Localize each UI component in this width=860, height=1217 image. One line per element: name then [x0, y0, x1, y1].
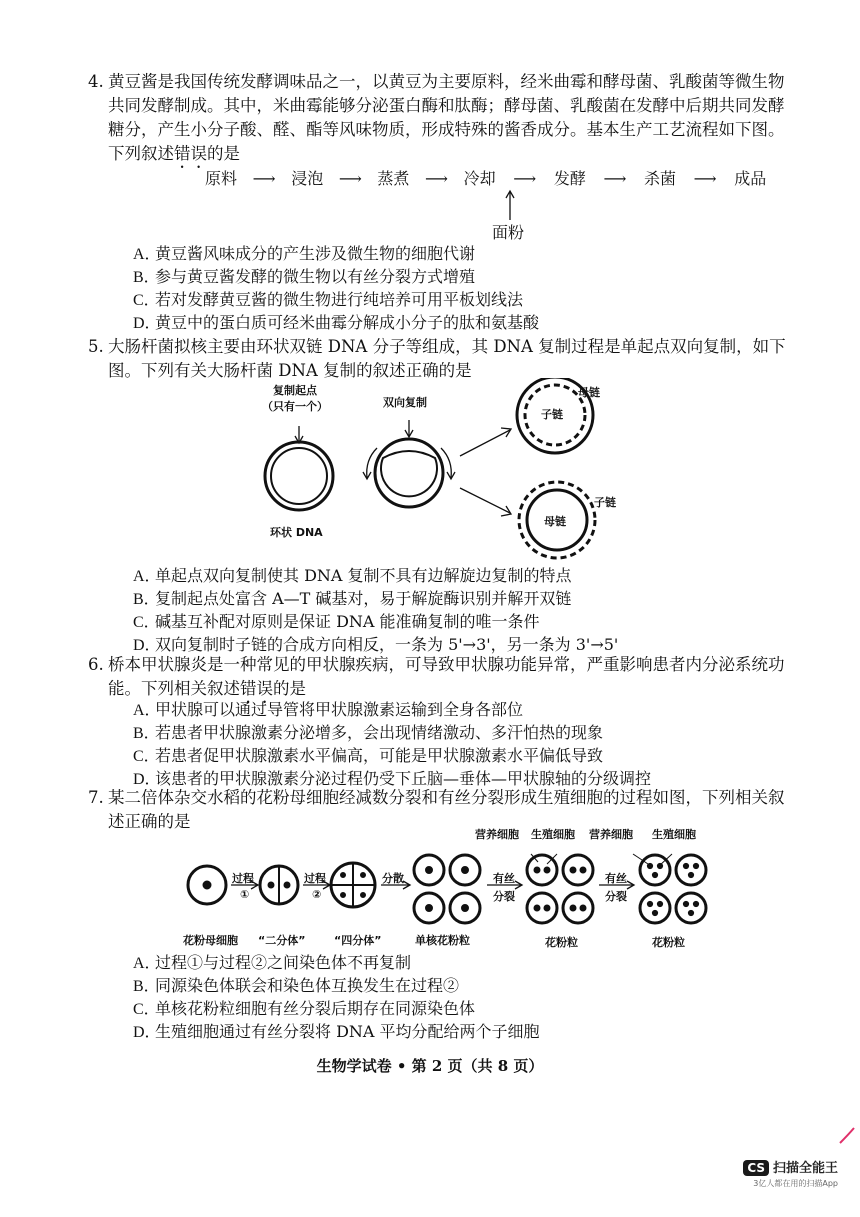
option-c: C．若患者促甲状腺激素水平偏高，可能是甲状腺激素水平偏低导致 [133, 746, 604, 765]
scanner-tagline: 3亿人都在用的扫描App [753, 1179, 838, 1188]
pollen-mother-cell-label: 花粉母细胞 [183, 934, 238, 947]
process-1-label: 过程 [232, 872, 254, 885]
option-a: A．单起点双向复制使其 DNA 复制不具有边解旋边复制的特点 [133, 566, 572, 585]
option-a: A．甲状腺可以通过导管将甲状腺激素运输到全身各部位 [133, 700, 524, 719]
option-a: A．黄豆酱风味成分的产生涉及微生物的细胞代谢 [133, 244, 476, 263]
scanner-name: 扫描全能王 [772, 1161, 838, 1176]
option-d: D．双向复制时子链的合成方向相反，一条为 5'→3'，另一条为 3'→5' [133, 635, 619, 654]
process-flowchart: 原料 ⟶ 浸泡 ⟶ 蒸煮 ⟶ 冷却 ⟶ 发酵 ⟶ 杀菌 ⟶ 成品 [205, 166, 766, 189]
parent-strand-label: 母链 [578, 386, 600, 399]
question-5 [88, 335, 788, 383]
flow-step: 蒸煮 [377, 169, 410, 188]
dyad-label: “二分体” [258, 934, 306, 947]
vegetative-cell-label: 营养细胞 [475, 828, 519, 841]
mitosis-label: 有丝 [493, 872, 515, 885]
flow-step: 杀菌 [644, 169, 677, 188]
flow-step: 原料 [205, 169, 238, 188]
pollen-grain-label: 花粉粒 [652, 936, 685, 949]
pollen-development-diagram [185, 848, 715, 938]
flow-input-arrow [495, 188, 525, 222]
flow-step: 冷却 [463, 169, 496, 188]
flow-step: 浸泡 [291, 169, 324, 188]
daughter-strand-label: 子链 [541, 408, 563, 421]
option-a: A．过程①与过程②之间染色体不再复制 [133, 953, 412, 972]
flow-input-label: 面粉 [492, 223, 525, 242]
option-d: D．生殖细胞通过有丝分裂将 DNA 平均分配给两个子细胞 [133, 1022, 540, 1041]
process-1-number: ① [240, 888, 250, 901]
option-c: C．若对发酵黄豆酱的微生物进行纯培养可用平板划线法 [133, 290, 524, 309]
question-text: 某二倍体杂交水稻的花粉母细胞经减数分裂和有丝分裂形成生殖细胞的过程如图，下列相关叙述正确的是 [108, 788, 785, 831]
question-4 [88, 70, 788, 172]
option-b: B．同源染色体联会和染色体互换发生在过程② [133, 976, 460, 995]
flow-step: 成品 [734, 169, 767, 188]
question-text: 桥本甲状腺炎是一种常见的甲状腺疾病，可导致甲状腺功能异常，严重影响患者内分泌系统功能。下列相关叙述错误的是 [108, 655, 785, 698]
uninucleate-pollen-label: 单核花粉粒 [415, 934, 470, 947]
separate-label: 分散 [382, 872, 404, 885]
mitosis-label: 有丝 [605, 872, 627, 885]
option-b: B．若患者甲状腺激素分泌增多，会出现情绪激动、多汗怕热的现象 [133, 723, 604, 742]
option-c: C．单核花粉粒细胞有丝分裂后期存在同源染色体 [133, 999, 476, 1018]
option-c: C．碱基互补配对原则是保证 DNA 能准确复制的唯一条件 [133, 612, 540, 631]
circular-dna-label: 环状 DNA [270, 526, 323, 539]
tetrad-label: “四分体” [334, 934, 382, 947]
process-2-label: 过程 [304, 872, 326, 885]
option-d: D．黄豆中的蛋白质可经米曲霉分解成小分子的肽和氨基酸 [133, 313, 540, 332]
mitosis-label: 分裂 [493, 890, 515, 903]
scanner-watermark [743, 1157, 838, 1189]
parent-strand-label: 母链 [544, 515, 566, 528]
generative-cell-label: 生殖细胞 [531, 828, 575, 841]
scanner-logo: CS [743, 1160, 769, 1176]
emphasis-text: 错误 [240, 679, 273, 698]
question-number: 6. [88, 655, 104, 674]
vegetative-cell-label: 营养细胞 [589, 828, 633, 841]
origin-label: 复制起点 [273, 384, 317, 397]
option-b: B．参与黄豆酱发酵的微生物以有丝分裂方式增殖 [133, 267, 476, 286]
generative-cell-label: 生殖细胞 [652, 828, 696, 841]
process-2-number: ② [312, 888, 322, 901]
option-d: D．该患者的甲状腺激素分泌过程仍受下丘脑—垂体—甲状腺轴的分级调控 [133, 769, 652, 788]
pen-mark [838, 1125, 858, 1147]
question-number: 4. [88, 72, 104, 91]
mitosis-label: 分裂 [605, 890, 627, 903]
pollen-grain-label: 花粉粒 [545, 936, 578, 949]
emphasis-text: 错误 [174, 144, 207, 163]
question-text: 黄豆酱是我国传统发酵调味品之一，以黄豆为主要原料，经米曲霉和酵母菌、乳酸菌等微生物共同发酵制成。其中，米曲霉能够分泌蛋白酶和肽酶；酵母菌、乳酸菌在发酵中后期共同发酵糖分，产生小分子酸、醛、酯等风味物质，形成特殊的酱香成分。基本生产工艺流程如下图。下列叙述错误的是 [108, 72, 785, 163]
page-footer: 生物学试卷 • 第 2 页（共 8 页） [316, 1057, 544, 1075]
daughter-strand-label: 子链 [594, 496, 616, 509]
flow-step: 发酵 [553, 169, 586, 188]
question-number: 7. [88, 788, 104, 807]
question-text: 大肠杆菌拟核主要由环状双链 DNA 分子等组成，其 DNA 复制过程是单起点双向复制，如下图。下列有关大肠杆菌 DNA 复制的叙述正确的是 [108, 337, 786, 380]
option-b: B．复制起点处富含 A—T 碱基对，易于解旋酶识别并解开双链 [133, 589, 572, 608]
origin-note-label: （只有一个） [262, 400, 328, 413]
bidirectional-label: 双向复制 [383, 396, 427, 409]
question-number: 5. [88, 337, 104, 356]
